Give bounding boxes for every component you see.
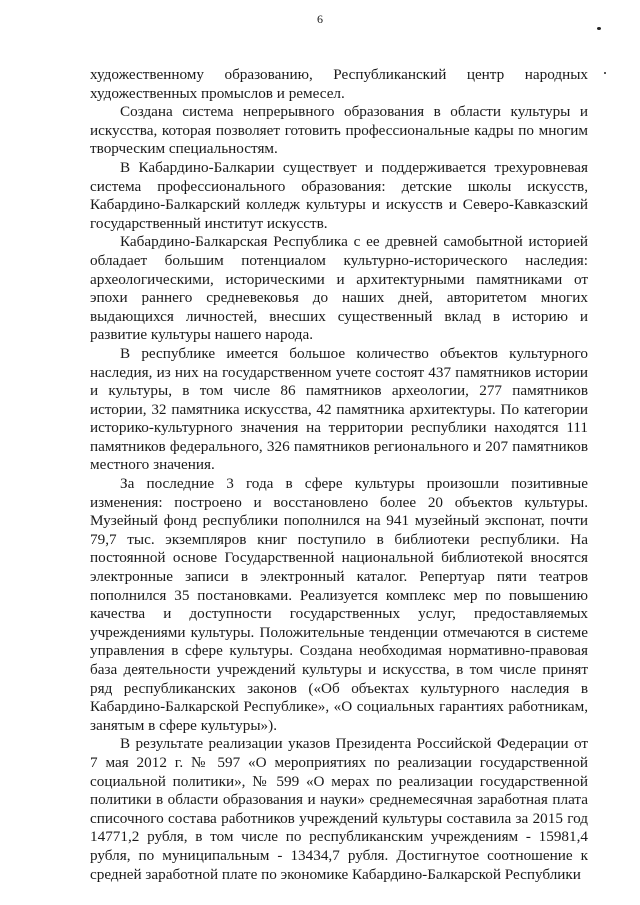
paragraph-1: художественному образованию, Республиканский центр народных художественных промыслов и ремесел. xyxy=(90,66,588,102)
paragraph-2: Создана система непрерывного образования в области культуры и искусства, которая позволяет готовить профессиональные кадры по многим творческим специальностям. xyxy=(90,103,588,158)
page-number: 6 xyxy=(317,12,323,26)
scan-speck xyxy=(597,27,601,30)
paragraph-7: В результате реализации указов Президента Российской Федерации от 7 мая 2012 г. № 597 «О мероприятиях по реализации государственной социальной политики», № 599 «О мерах по реализации государственной политики в области образования и науки» среднемесячная заработная плата списочного состава работников учреждений культуры составила за 2015 год 14771,2 рубля, в том числе по республиканским учреждениям - 15981,4 рубля, по муниципальным - 13434,7 рубля. Достигнутое соотношение к средней заработной плате по экономике Кабардино-Балкарской Республики xyxy=(90,735,588,883)
paragraph-3: В Кабардино-Балкарии существует и поддерживается трехуровневая система профессионального образования: детские школы искусств, Кабардино-Балкарский колледж культуры и искусств и Северо-Кавказский государственный институт искусств. xyxy=(90,158,588,232)
paragraph-6: За последние 3 года в сфере культуры произошли позитивные изменения: построено и восстановлено более 20 объектов культуры. Музейный фонд республики пополнился на 941 музейный экспонат, почти 79,7 тыс. экземпляров книг поступило в библиотеки республики. На постоянной основе Государственной национальной библиотекой вносятся электронные записи в электронный каталог. Репертуар пяти театров пополнился 35 постановками. Реализуется комплекс мер по повышению качества и доступности государственных услуг, предоставляемых учреждениями культуры. Положительные тенденции отмечаются в системе управления в сфере культуры. Создана необходимая нормативно-правовая база деятельности учреждений культуры и искусства, в том числе принят ряд республиканских законов («Об объектах культурного наследия в Кабардино-Балкарской Республике», «О социальных гарантиях работникам, занятым в сфере культуры»). xyxy=(90,475,588,734)
paragraph-4: Кабардино-Балкарская Республика с ее древней самобытной историей обладает большим потенциалом культурно-исторического наследия: археологическими, историческими и архитектурными памятниками от эпохи раннего средневековья до наших дней, авторитетом многих выдающихся личностей, внесших существенный вклад в историю и развитие культуры нашего народа. xyxy=(90,233,588,344)
scan-speck xyxy=(604,72,606,74)
document-body xyxy=(90,66,588,884)
paragraph-5: В республике имеется большое количество объектов культурного наследия, из них на государственном учете состоят 437 памятников истории и культуры, в том числе 86 памятников археологии, 277 памятников истории, 32 памятника искусства, 42 памятника архитектуры. По категории историко-культурного значения на территории республики находятся 111 памятников федерального, 326 памятников регионального и 207 памятников местного значения. xyxy=(90,344,588,474)
